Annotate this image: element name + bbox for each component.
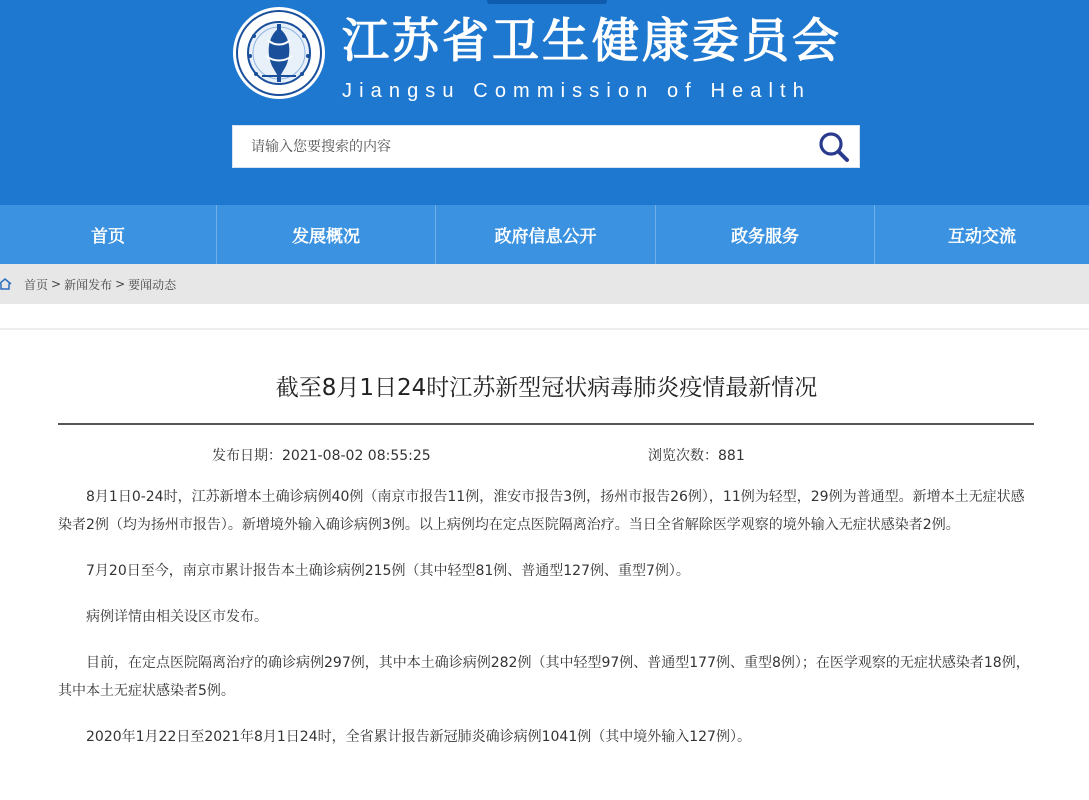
breadcrumb-current[interactable]: 要闻动态 (128, 277, 177, 292)
breadcrumb-separator: > (115, 277, 126, 291)
article-paragraph: 目前，在定点医院隔离治疗的确诊病例297例，其中本土确诊病例282例（其中轻型97例、普通型177例、重型8例）；在医学观察的无症状感染者18例，其中本土无症状感染者5例。 (58, 655, 1030, 699)
home-icon (0, 277, 12, 291)
publish-date-value: 2021-08-02 08:55:25 (282, 448, 431, 464)
article-paragraph: 2020年1月22日至2021年8月1日24时，全省累计报告新冠肺炎确诊病例1041例（其中境外输入127例）。 (86, 729, 751, 745)
site-header (0, 0, 1089, 205)
nav-item-home[interactable]: 首页 (0, 205, 217, 264)
article-paragraph: 病例详情由相关设区市发布。 (86, 609, 268, 625)
search-input[interactable] (245, 126, 805, 167)
article-paragraph: 7月20日至今，南京市累计报告本土确诊病例215例（其中轻型81例、普通型127例、重型7例）。 (86, 563, 690, 579)
breadcrumb-bar (0, 264, 1089, 304)
commission-emblem-icon[interactable] (232, 6, 326, 100)
nav-item-interaction[interactable]: 互动交流 (948, 227, 1016, 247)
site-subtitle: Jiangsu Commission of Health (342, 80, 811, 102)
breadcrumb-home[interactable]: 首页 (24, 277, 49, 292)
view-count (648, 446, 745, 466)
publish-date-label: 发布日期： (212, 448, 282, 464)
article-body (58, 483, 1038, 769)
top-tab[interactable] (487, 0, 607, 4)
main-nav (0, 205, 1089, 264)
article-paragraph: 8月1日0-24时，江苏新增本土确诊病例40例（南京市报告11例，淮安市报告3例，扬州市报告26例），11例为轻型，29例为普通型。新增本土无症状感染者2例（均为扬州市报告）。新增境外输入确诊病例3例。以上病例均在定点医院隔离治疗。当日全省解除医学观察的境外输入无症状感染者2例。 (58, 489, 1025, 533)
search-bar (232, 125, 860, 168)
publish-date (212, 446, 431, 466)
breadcrumb (0, 264, 176, 304)
breadcrumb-news[interactable]: 新闻发布 (64, 277, 113, 292)
article-title: 截至8月1日24时江苏新型冠状病毒肺炎疫情最新情况 (275, 375, 818, 401)
search-icon[interactable] (817, 130, 851, 164)
view-count-label: 浏览次数： (648, 448, 718, 464)
site-title: 江苏省卫生健康委员会 (342, 14, 842, 69)
nav-item-gov-info[interactable]: 政府信息公开 (436, 205, 656, 264)
title-divider (58, 423, 1034, 425)
view-count-value: 881 (718, 448, 745, 464)
nav-item-services[interactable]: 政务服务 (656, 205, 875, 264)
nav-item-development[interactable]: 发展概况 (217, 205, 436, 264)
divider (0, 328, 1089, 330)
breadcrumb-separator: > (51, 277, 62, 291)
